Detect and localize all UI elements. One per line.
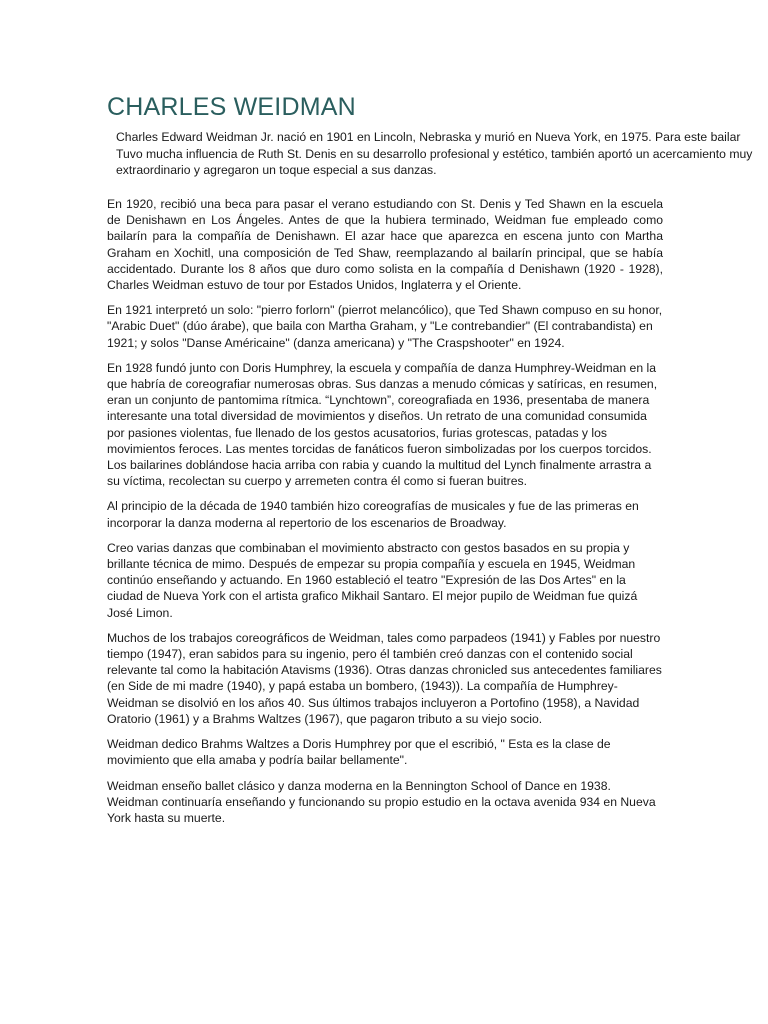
paragraph-1921: En 1921 interpretó un solo: "pierro forlorn" (pierrot melancólico), que Ted Shawn compuso en su honor, "Arabic Duet" (dúo árabe), que baila con Martha Graham, y "Le contrebandier" (El contrabandista) en 1921; y solos "Danse Américaine" (danza americana) y "The Craspshooter" en 1924. <box>107 303 663 350</box>
paragraph-1940: Al principio de la década de 1940 también hizo coreografías de musicales y fue de las primeras en incorporar la danza moderna al repertorio de los escenarios de Broadway. <box>107 499 639 530</box>
paragraph-1920: En 1920, recibió una beca para pasar el verano estudiando con St. Denis y Ted Shawn en la escuela de Denishawn en Los Ángeles. Antes de que la hubiera terminado, Weidman fue empleado como bailarín para la compañía de Denishawn. El azar hace que aparezca en escena junto con Martha Graham en Xochitl, una composición de Ted Shaw, reemplazando al bailarín principal, que se había accidentado. Durante los 8 años que duro como solista en la compañía d Denishawn (1920 - 1928), Charles Weidman estuvo de tour por Estados Unidos, Inglaterra y el Oriente. <box>107 197 663 293</box>
intro-paragraph: Charles Edward Weidman Jr. nació en 1901 en Lincoln, Nebraska y murió en Nueva York, en 1975. Para este bailar Tuvo mucha influencia de Ruth St. Denis en su desarrollo profesional y estético, también aportó un acercamiento muy extraordinario y agregaron un toque especial a sus danzas. <box>116 130 753 177</box>
paragraph-1928: En 1928 fundó junto con Doris Humphrey, la escuela y compañía de danza Humphrey-Weidman en la que habría de coreografiar numerosas obras. Sus danzas a menudo cómicas y satíricas, en resumen, eran un conjunto de pantomima rítmica. “Lynchtown”, coreografiada en 1936, presentaba de manera interesante una total diversidad de movimientos y diseños. Un retrato de una comunidad consumida por pasiones violentas, fue llenado de los gestos acusatorios, furias grotescas, patadas y los movimientos feroces. Las mentes torcidas de fanáticos fueron simbolizadas por los cuerpos torcidos. Los bailarines doblándose hacia arriba con rabia y cuando la multitud del Lynch finalmente arrastra a su víctima, recolectan su cuerpo y arremeten contra él como si fueran buitres. <box>107 360 658 489</box>
page-title: CHARLES WEIDMAN <box>107 93 356 121</box>
paragraph-teaching: Weidman enseño ballet clásico y danza moderna en la Bennington School of Dance en 1938. Weidman continuaría enseñando y funcionando su propio estudio en la octava avenida 934 en Nueva York hasta su muerte. <box>107 778 656 825</box>
paragraph-works: Muchos de los trabajos coreográficos de Weidman, tales como parpadeos (1941) y Fables por nuestro tiempo (1947), eran sabidos para su ingenio, pero él también creó danzas con el contenido social relevante tal como la habitación Atavisms (1936). Otras danzas chronicled sus antecedentes familiares (en Side de mi madre (1940), y papá estaba un bombero, (1943)). La compañía de Humphrey-Weidman se disolvió en los años 40. Sus últimos trabajos incluyeron a Portofino (1958), a Navidad Oratorio (1961) y a Brahms Waltzes (1967), que pagaron tributo a su viejo socio. <box>107 630 662 726</box>
paragraph-brahms: Weidman dedico Brahms Waltzes a Doris Humphrey por que el escribió, " Esta es la clase de movimiento que ella amaba y podría bailar bellamente". <box>107 737 611 768</box>
paragraph-mimo: Creo varias danzas que combinaban el movimiento abstracto con gestos basados en su propia y brillante técnica de mimo. Después de empezar su propia compañía y escuela en 1945, Weidman continúo enseñando y actuando. En 1960 estableció el teatro "Expresión de las Dos Artes" en la ciudad de Nueva York con el artista grafico Mikhail Santaro. El mejor pupilo de Weidman fue quizá José Limon. <box>107 540 638 620</box>
body-text <box>107 196 663 835</box>
